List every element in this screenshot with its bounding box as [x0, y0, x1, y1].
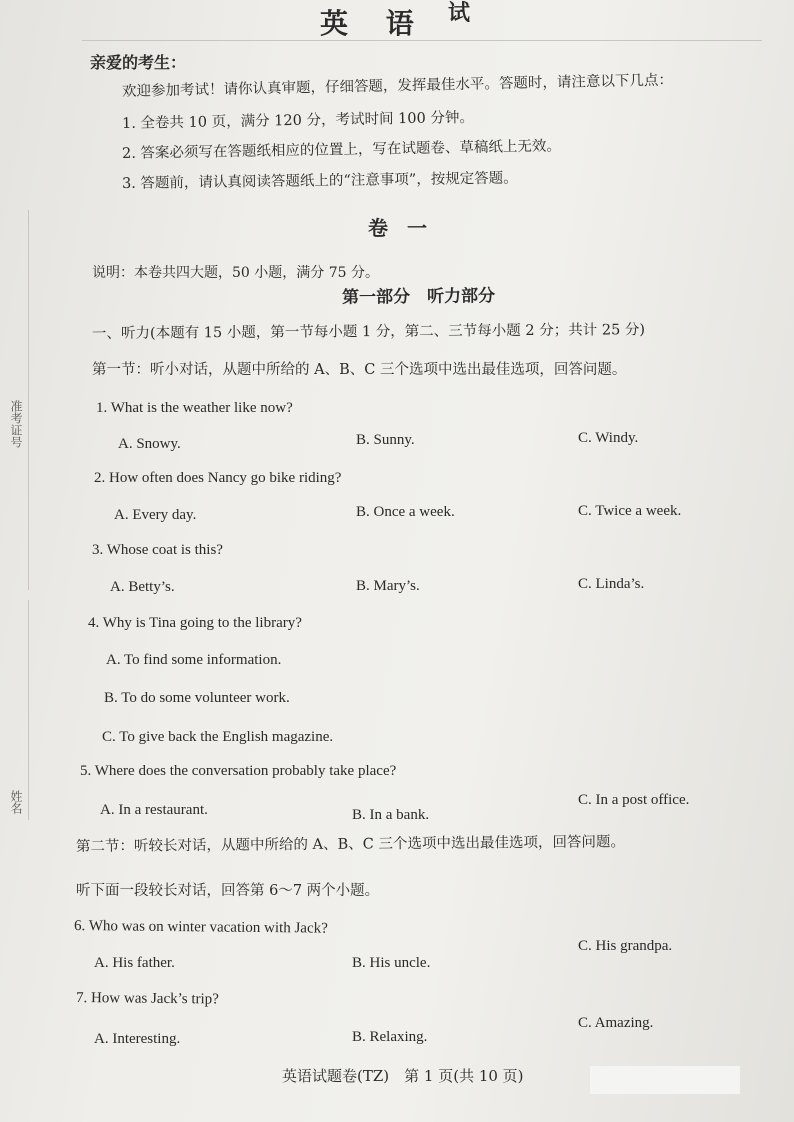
page-footer: 英语试题卷(TZ) 第 1 页(共 10 页) — [282, 1067, 524, 1085]
q4-option-c: C. To give back the English magazine. — [102, 729, 334, 745]
section2-note: 听下面一段较长对话，回答第 6～7 两个小题。 — [76, 883, 380, 899]
footer-blank-patch — [590, 1066, 740, 1094]
notice-item-2: 2. 答案必须写在答题纸相应的位置上，写在试题卷、草稿纸上无效。 — [121, 138, 562, 162]
page-title-cut: 试 — [448, 0, 471, 26]
q7-option-b: B. Relaxing. — [352, 1029, 428, 1045]
question-7: 7. How was Jack’s trip? — [75, 990, 219, 1008]
q3-option-c: C. Linda’s. — [578, 576, 645, 592]
volume-description: 说明：本卷共四大题，50 小题，满分 75 分。 — [92, 265, 379, 281]
q2-option-a: A. Every day. — [114, 507, 197, 523]
question-1: 1. What is the weather like now? — [96, 400, 293, 416]
question-3: 3. Whose coat is this? — [92, 542, 223, 558]
question-4: 4. Why is Tina going to the library? — [88, 615, 302, 631]
q3-option-a: A. Betty’s. — [110, 579, 175, 595]
notice-item-3: 3. 答题前，请认真阅读答题纸上的“注意事项”，按规定答题。 — [121, 170, 518, 192]
q5-option-a: A. In a restaurant. — [100, 802, 208, 818]
q4-option-b: B. To do some volunteer work. — [104, 690, 290, 706]
greeting: 亲爱的考生： — [90, 53, 187, 72]
notice-item-1: 1. 全卷共 10 页，满分 120 分，考试时间 100 分钟。 — [121, 109, 475, 132]
section2-instruction: 第二节：听较长对话，从题中所给的 A、B、C 三个选项中选出最佳选项，回答问题。 — [75, 834, 625, 855]
binding-line — [28, 600, 29, 820]
q6-option-a: A. His father. — [94, 955, 175, 971]
q7-option-c: C. Amazing. — [578, 1015, 654, 1031]
q1-option-c: C. Windy. — [578, 430, 639, 446]
binding-line — [28, 210, 29, 590]
question-5: 5. Where does the conversation probably take place? — [80, 763, 397, 779]
side-label-name: 姓名 — [9, 790, 23, 814]
page-title: 英 语 — [320, 7, 428, 40]
part1-title: 第一部分 听力部分 — [341, 286, 496, 308]
question-2: 2. How often does Nancy go bike riding? — [94, 470, 342, 486]
notice-box-top — [82, 40, 762, 41]
q4-option-a: A. To find some information. — [106, 652, 282, 668]
q2-option-c: C. Twice a week. — [578, 503, 682, 519]
part1-heading: 一、听力(本题有 15 小题，第一节每小题 1 分，第二、三节每小题 2 分；共计 25 分) — [91, 322, 646, 342]
q2-option-b: B. Once a week. — [356, 504, 455, 520]
q6-option-c: C. His grandpa. — [578, 938, 673, 954]
volume-title: 卷 一 — [368, 216, 433, 240]
side-label-exam-number: 准考证号 — [9, 400, 23, 448]
notice-intro: 欢迎参加考试！请你认真审题，仔细答题，发挥最佳水平。答题时，请注意以下几点： — [121, 72, 674, 100]
question-6: 6. Who was on winter vacation with Jack? — [73, 918, 328, 937]
q5-option-c: C. In a post office. — [578, 792, 690, 808]
section1-instruction: 第一节：听小对话，从题中所给的 A、B、C 三个选项中选出最佳选项，回答问题。 — [92, 362, 627, 378]
q7-option-a: A. Interesting. — [94, 1031, 181, 1047]
q3-option-b: B. Mary’s. — [356, 578, 420, 594]
q5-option-b: B. In a bank. — [352, 807, 430, 823]
q1-option-a: A. Snowy. — [118, 436, 181, 452]
q6-option-b: B. His uncle. — [352, 955, 431, 971]
q1-option-b: B. Sunny. — [356, 432, 415, 448]
